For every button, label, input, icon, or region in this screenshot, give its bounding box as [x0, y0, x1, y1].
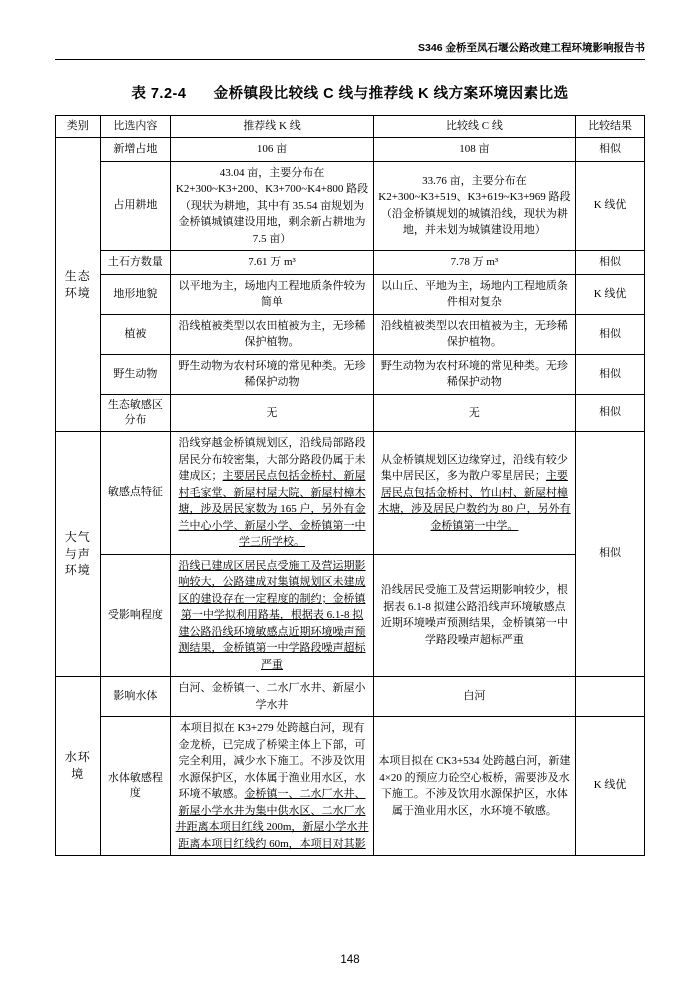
k-line-cell: 以平地为主，场地内工程地质条件较为简单: [171, 274, 373, 314]
result-cell: K 线优: [576, 161, 645, 251]
k-line-cell: 沿线植被类型以农田植被为主，无珍稀保护植物。: [171, 314, 373, 354]
result-cell: 相似: [576, 314, 645, 354]
item-cell: 地形地貌: [100, 274, 171, 314]
k-line-cell: [171, 717, 373, 856]
page-number: 148: [340, 954, 360, 966]
c-line-text-underlined: 主要居民点包括金桥村、竹山村、新屋村樟木塘，涉及居民户数约为 80 户，另外有金桥镇第一中学。: [378, 470, 571, 532]
result-cell: 相似: [576, 432, 645, 677]
result-cell: [576, 677, 645, 717]
result-cell: 相似: [576, 394, 645, 431]
item-cell: 水体敏感程度: [100, 717, 171, 856]
result-cell: 相似: [576, 138, 645, 162]
table-row: [56, 354, 645, 394]
result-cell: 相似: [576, 251, 645, 275]
item-cell: 土石方数量: [100, 251, 171, 275]
header-rule: [55, 59, 645, 60]
result-cell: K 线优: [576, 274, 645, 314]
table-row: [56, 717, 645, 856]
c-line-cell: 野生动物为农村环境的常见种类。无珍稀保护动物: [373, 354, 575, 394]
category-cell-ecology: 生态环境: [56, 138, 101, 432]
category-cell-air-noise: 大气与声环境: [56, 432, 101, 677]
table-row: [56, 274, 645, 314]
c-line-text-plain: 从金桥镇规划区边缘穿过，沿线有较少集中居民区，多为散户零星居民；: [380, 453, 568, 483]
k-line-cell: [171, 432, 373, 555]
k-line-text-plain: 沿线穿越金桥镇规划区，沿线局部路段居民分布较密集，大部分路段仍属于未建成区；: [178, 437, 366, 483]
running-header: S346 金桥至凤石堰公路改建工程环境影响报告书: [418, 42, 645, 54]
table-caption-title: 金桥镇段比较线 C 线与推荐线 K 线方案环境因素比选: [213, 86, 569, 102]
c-line-cell: 沿线植被类型以农田植被为主，无珍稀保护植物。: [373, 314, 575, 354]
k-line-cell: 白河、金桥镇一、二水厂水井、新屋小学水井: [171, 677, 373, 717]
result-cell: K 线优: [576, 717, 645, 856]
c-line-cell: 本项目拟在 CK3+534 处跨越白河，新建 4×20 的预应力砼空心板桥，需要涉及水下施工。不涉及饮用水源保护区，水体属于渔业用水区，水环境不敏感。: [373, 717, 575, 856]
item-cell: 敏感点特征: [100, 432, 171, 555]
table-header-row: [56, 116, 645, 138]
k-line-cell: 无: [171, 394, 373, 431]
c-line-cell: 无: [373, 394, 575, 431]
item-cell: 受影响程度: [100, 554, 171, 677]
column-header-k-line: 推荐线 K 线: [171, 116, 373, 138]
k-line-cell: 106 亩: [171, 138, 373, 162]
c-line-cell: 33.76 亩，主要分布在 K2+300~K3+519、K3+619~K3+969 路段（沿金桥镇规划的城镇沿线，现状为耕地，并未划为城镇建设用地）: [373, 161, 575, 251]
category-cell-water: 水环境: [56, 677, 101, 856]
k-line-text-plain: 本项目拟在 K3+279 处跨越白河，现有金龙桥，已完成了桥梁主体上下部，可完全利用，减少水下施工。不涉及饮用水源保护区，水体属于渔业用水区，水环境不敏感。: [178, 722, 366, 801]
table-caption-number: 表 7.2-4: [131, 86, 187, 102]
table-row: [56, 161, 645, 251]
column-header-item: 比选内容: [100, 116, 171, 138]
comparison-table: [55, 115, 645, 856]
table-caption: [55, 82, 645, 103]
k-line-text-underlined: 金桥镇一、二水厂水井、新屋小学水井为集中供水区、二水厂水井距离本项目红线 200m，新屋小学水井距离本项目红线约 60m，本项目对其影: [175, 788, 369, 850]
table-row: [56, 677, 645, 717]
k-line-cell: 43.04 亩，主要分布在 K2+300~K3+200、K3+700~K4+800 路段（现状为耕地，其中有 35.54 亩规划为金桥镇城镇建设用地，剩余新占耕地为 7.5 亩）: [171, 161, 373, 251]
item-cell: 影响水体: [100, 677, 171, 717]
item-cell: 占用耕地: [100, 161, 171, 251]
c-line-cell: [373, 554, 575, 677]
table-row: [56, 394, 645, 431]
k-line-cell: 野生动物为农村环境的常见种类。无珍稀保护动物: [171, 354, 373, 394]
k-line-text-underlined: 沿线已建成区居民点受施工及营运期影响较大，公路建成对集镇规划区未建成区的建设存在一定程度的制约；金桥镇第一中学拟利用路基，根据表 6.1-8 拟建公路沿线环境敏感点近期环境噪声预测结果，金桥镇第一中学路段噪声超标严重: [178, 559, 366, 671]
column-header-c-line: 比较线 C 线: [373, 116, 575, 138]
table-row: [56, 432, 645, 555]
k-line-cell: [171, 554, 373, 677]
item-cell: 新增占地: [100, 138, 171, 162]
item-cell: 野生动物: [100, 354, 171, 394]
c-line-cell: 108 亩: [373, 138, 575, 162]
c-line-cell: 白河: [373, 677, 575, 717]
c-line-cell: 7.78 万 m³: [373, 251, 575, 275]
c-line-cell: [373, 432, 575, 555]
c-line-text-plain: 沿线居民受施工及营运期影响较少，根据表 6.1-8 拟建公路沿线声环境敏感点近期环境噪声预测结果，金桥镇第一中学路段噪声超标严重: [380, 584, 568, 646]
column-header-category: 类别: [56, 116, 101, 138]
item-cell: 生态敏感区分布: [100, 394, 171, 431]
c-line-cell: 以山丘、平地为主，场地内工程地质条件相对复杂: [373, 274, 575, 314]
table-row: [56, 554, 645, 677]
table-row: [56, 138, 645, 162]
column-header-result: 比较结果: [576, 116, 645, 138]
table-row: [56, 251, 645, 275]
k-line-cell: 7.61 万 m³: [171, 251, 373, 275]
k-line-text-underlined: 主要居民点包括金桥村、新屋村毛家堂、新屋村屋大院、新屋村樟木塘，涉及居民家数为 165 户，另外有金兰中心小学、新屋小学、金桥镇第一中学三所学校。: [178, 470, 366, 549]
table-row: [56, 314, 645, 354]
item-cell: 植被: [100, 314, 171, 354]
result-cell: 相似: [576, 354, 645, 394]
